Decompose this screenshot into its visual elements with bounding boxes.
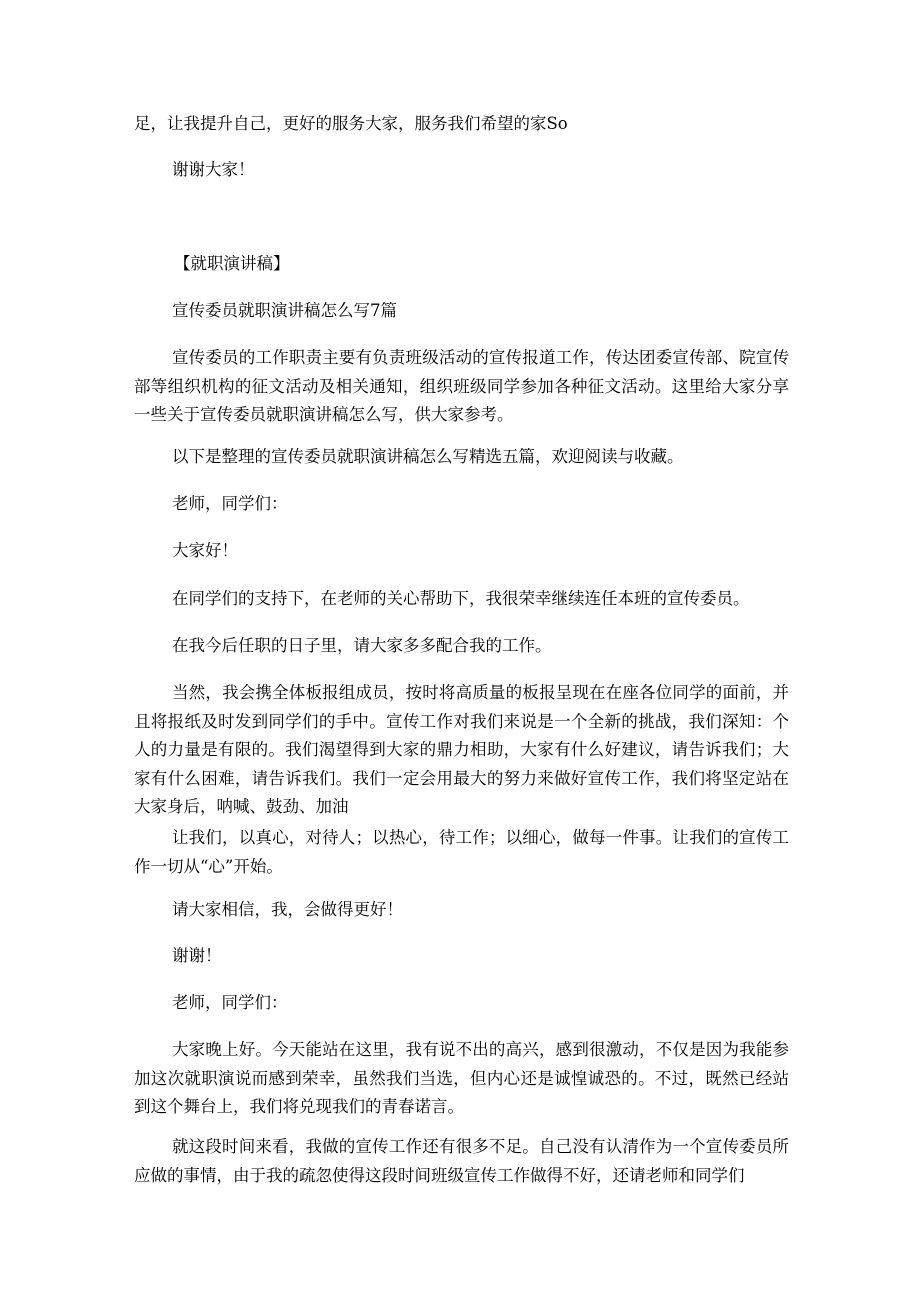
paragraph-thanks-2: 谢谢！	[172, 946, 222, 965]
paragraph-selection-note: 以下是整理的宣传委员就职演讲稿怎么写精选五篇，欢迎阅读与收藏。	[172, 447, 684, 466]
salutation: 老师，同学们：	[172, 494, 288, 513]
paragraph-cooperation: 在我今后任职的日子里，请大家多多配合我的工作。	[172, 636, 552, 655]
section-heading: 【就职演讲稿】	[174, 254, 290, 273]
paragraph-thanks: 谢谢大家！	[172, 160, 255, 179]
article-title: 宣传委员就职演讲稿怎么写7篇	[172, 301, 397, 320]
salutation-2: 老师，同学们：	[172, 993, 288, 1012]
paragraph-reflection: 就这段时间来看，我做的宣传工作还有很多不足。自己没有认清作为一个宣传委员所应做的事情，由于我的疏忽使得这段时间班级宣传工作做得不好，还请老师和同学们	[134, 1137, 789, 1185]
paragraph-continuation: 足，让我提升自己，更好的服务大家，服务我们希望的家So	[134, 114, 568, 133]
paragraph-evening-greeting: 大家晚上好。今天能站在这里，我有说不出的高兴，感到很激动，不仅是因为我能参加这次就职演说而感到荣幸，虽然我们当选，但内心还是诚惶诚恐的。不过，既然已经站到这个舞台上，我们将兑现我们的青春诺言。	[134, 1040, 789, 1116]
paragraph-intro: 宣传委员的工作职责主要有负责班级活动的宣传报道工作，传达团委宣传部、院宣传部等组织机构的征文活动及相关通知，组织班级同学参加各种征文活动。这里给大家分享一些关于宣传委员就职演讲稿怎么写，供大家参考。	[134, 348, 789, 424]
paragraph-commitment: 当然，我会携全体板报组成员，按时将高质量的板报呈现在在座各位同学的面前，并且将报纸及时发到同学们的手中。宣传工作对我们来说是一个全新的挑战，我们深知：个人的力量是有限的。我们渴望得到大家的鼎力相助，大家有什么好建议，请告诉我们；大家有什么困难，请告诉我们。我们一定会用最大的努力来做好宣传工作，我们将坚定站在大家身后，呐喊、鼓劲、加油	[134, 683, 789, 816]
paragraph-reelection: 在同学们的支持下，在老师的关心帮助下，我很荣幸继续连任本班的宣传委员。	[172, 589, 750, 608]
greeting: 大家好！	[172, 541, 238, 560]
paragraph-believe: 请大家相信，我，会做得更好！	[172, 900, 403, 919]
paragraph-from-heart: 让我们，以真心，对待人；以热心，待工作；以细心，做每一件事。让我们的宣传工作一切从“心”开始。	[134, 828, 789, 876]
